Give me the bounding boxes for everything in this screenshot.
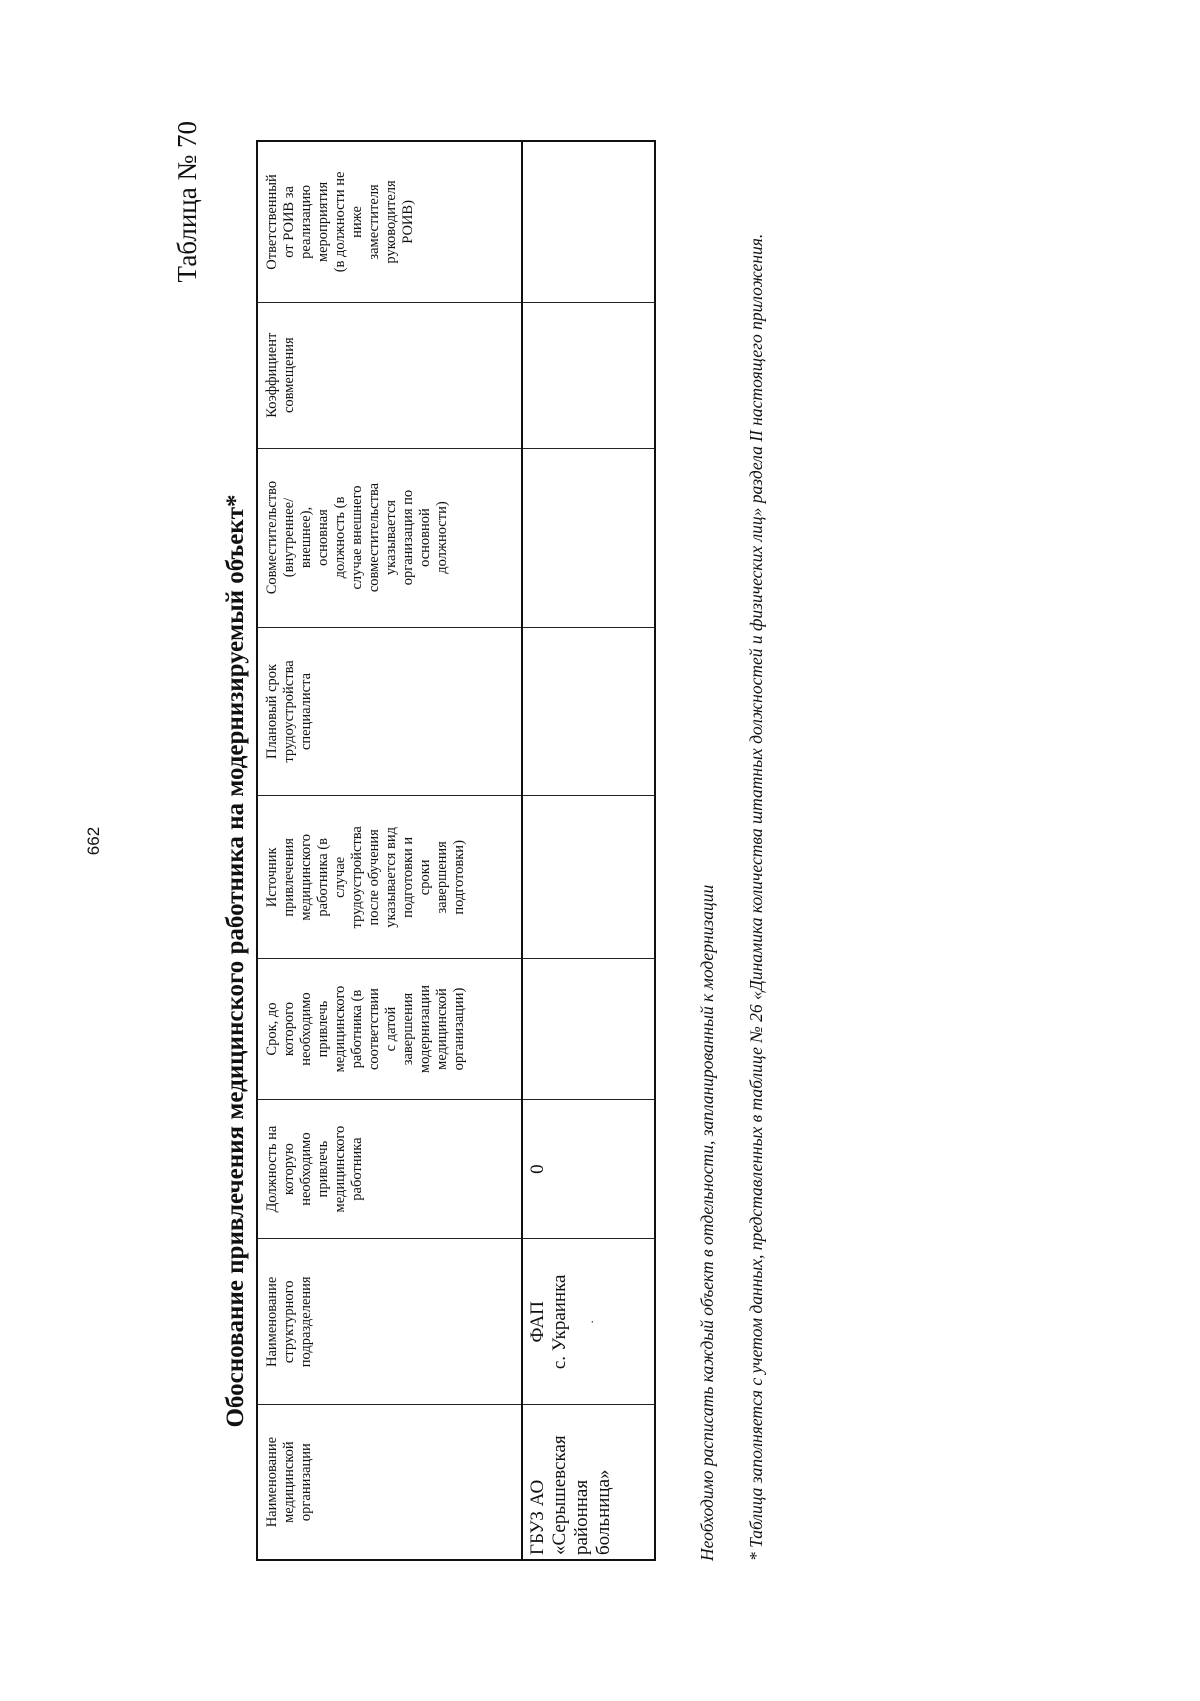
header-planned-date: Плановый срок трудоустройства специалиста (257, 627, 522, 796)
header-org-name: Наименование медицинской организации (257, 1405, 522, 1560)
header-responsible: Ответственный от РОИВ за реализацию мероприятия (в должности не ниже заместителя руководителя РОИВ) (257, 141, 522, 302)
note-text: Необходимо расписать каждый объект в отдельности, запланированный к модернизации (697, 884, 717, 1561)
data-table (256, 140, 656, 1561)
table-row (522, 141, 655, 1560)
cell-unit-line1: ФАП (527, 1301, 548, 1343)
header-position: Должность на которую необходимо привлечь медицинского работника (257, 1099, 522, 1239)
cell-coefficient (522, 302, 655, 448)
cell-planned-date (522, 627, 655, 796)
cell-source (522, 796, 655, 959)
cell-unit-mark: · (585, 1319, 599, 1324)
cell-deadline (522, 959, 655, 1100)
page-number: 662 (84, 826, 103, 856)
table-header-row (257, 141, 522, 1560)
document-title: Обоснование привлечения медицинского работника на модернизируемый объект* (222, 494, 249, 1428)
header-unit-name: Наименование структурного подразделения (257, 1239, 522, 1405)
header-deadline: Срок, до которого необходимо привлечь медицинского работника (в соответствии с датой завершения модернизации медицинской организации) (257, 959, 522, 1100)
cell-org: ГБУЗ АО «Серышевская районная больница» (522, 1405, 655, 1560)
header-source: Источник привлечения медицинского работника (в случае трудоустройства после обучения указывается вид подготовки и сроки завершения подготовки) (257, 796, 522, 959)
cell-combination (522, 448, 655, 627)
header-coefficient: Коэффициент совмещения (257, 302, 522, 448)
header-combination: Совместительство (внутреннее/ внешнее), основная должность (в случае внешнего совместительства указывается организация по основной должности) (257, 448, 522, 627)
footnote-text: * Таблица заполняется с учетом данных, представленных в таблице № 26 «Динамика количества штатных должностей и физических лиц» раздела II настоящего приложения. (746, 233, 766, 1561)
cell-unit (522, 1239, 655, 1405)
cell-responsible (522, 141, 655, 302)
cell-position: 0 (522, 1099, 655, 1239)
cell-unit-line2: с. Украинка (549, 1274, 570, 1370)
table-number: Таблица № 70 (172, 121, 202, 283)
